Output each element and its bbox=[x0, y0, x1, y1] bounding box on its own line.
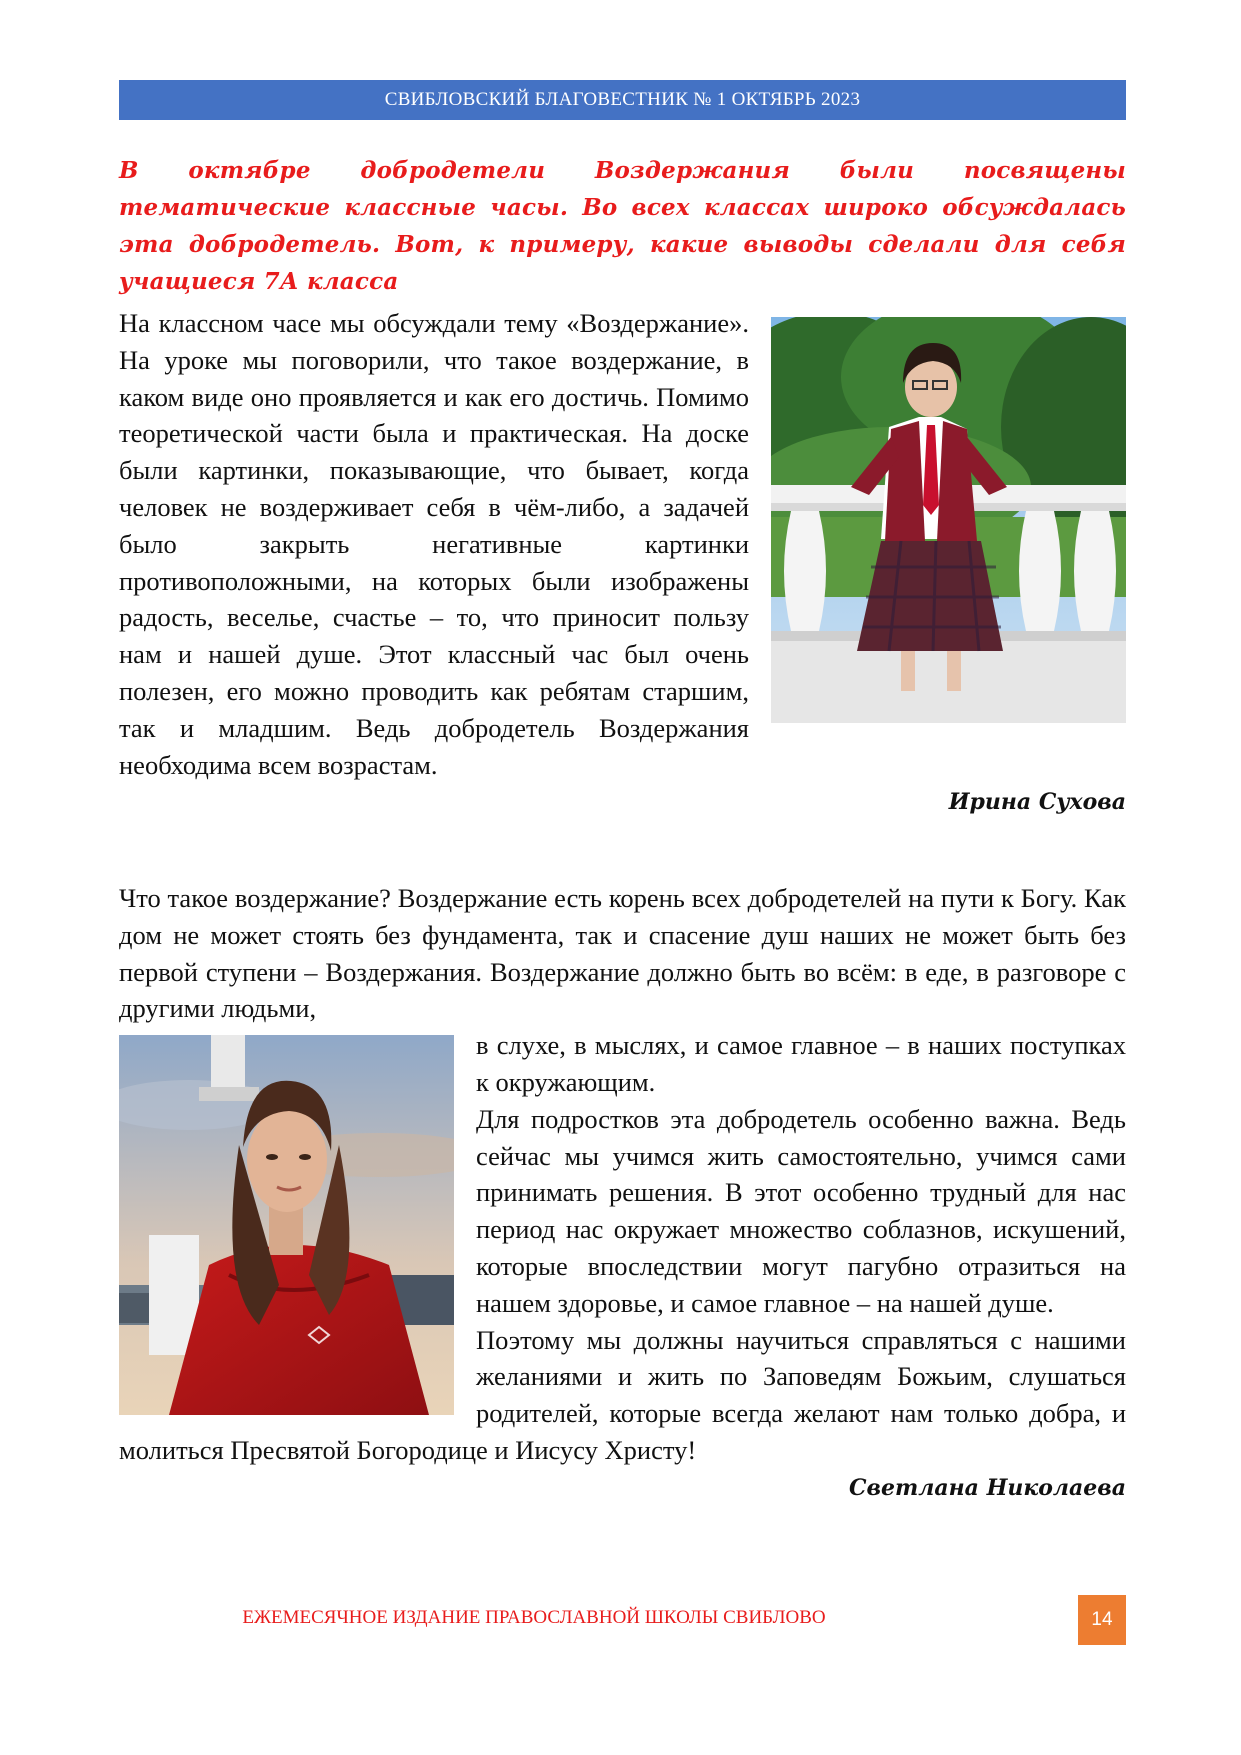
photo-image bbox=[771, 317, 1126, 723]
student-photo-girl-in-red-hoodie bbox=[119, 1035, 454, 1415]
article1-text: На классном часе мы обсуждали тему «Воздержание». На уроке мы поговорили, что такое воздержание, в каком виде оно проявляется и как его достичь. Помимо теоретической части была и практическая. На доске были картинки, показывающие, что бывает, когда человек не воздерживает себя в чём-либо, а задачей было закрыть негативные картинки противоположными, на которых были изображены радость, веселье, счастье – то, что приносит пользу нам и нашей душе. Этот классный час был очень полезен, его можно проводить как ребятам старшим, так и младшим. Ведь добродетель Воздержания необходима всем возрастам. bbox=[119, 308, 749, 780]
page-number-badge: 14 bbox=[1078, 1595, 1126, 1645]
article2-paragraph-3: Поэтому мы должны научиться справляться с нашими желаниями и жить по Заповедям Божьим, слушаться родителей, которые всегда желают нам только добра, и молиться Пресвятой Богородице и Иисусу Христу! bbox=[119, 1324, 1126, 1465]
student-photo-girl-with-balustrade bbox=[771, 317, 1126, 723]
article2-intro: Что такое воздержание? Воздержание есть корень всех добродетелей на пути к Богу. Как дом не может стоять без фундамента, так и спасение душ наших не может быть без первой ступени – Воздержания. Воздержание должно быть во всём: в еде, в разговоре с другими людьми, bbox=[119, 883, 1126, 1024]
photo-image bbox=[119, 1035, 454, 1415]
newsletter-header bbox=[119, 80, 1126, 120]
author-sukhova: Ирина Сухова bbox=[948, 789, 1126, 816]
header-title: СВИБЛОВСКИЙ БЛАГОВЕСТНИК № 1 ОКТЯБРЬ 2023 bbox=[384, 89, 861, 110]
lead-paragraph: В октябре добродетели Воздержания были посвящены тематические классные часы. Во всех классах широко обсуждалась эта добродетель. Вот, к примеру, какие выводы сделали для себя учащиеся 7А класса bbox=[119, 157, 1126, 295]
footer-publication: ЕЖЕМЕСЯЧНОЕ ИЗДАНИЕ ПРАВОСЛАВНОЙ ШКОЛЫ СВИБЛОВО bbox=[242, 1607, 826, 1628]
article2-paragraph-1: в слухе, в мыслях, и самое главное – в наших поступках к окружающим. bbox=[476, 1030, 1126, 1097]
author-nikolaeva: Светлана Николаева bbox=[849, 1474, 1126, 1501]
article2-paragraph-2: Для подростков эта добродетель особенно важна. Ведь сейчас мы учимся жить самостоятельно, учимся сами принимать решения. В этот особенно трудный для нас период нас окружает множество соблазнов, искушений, которые впоследствии могут пагубно отразиться на нашем здоровье, и самое главное – на нашей душе. bbox=[476, 1103, 1126, 1318]
article-nikolaeva bbox=[119, 880, 1126, 1505]
article-sukhova bbox=[119, 305, 1126, 819]
